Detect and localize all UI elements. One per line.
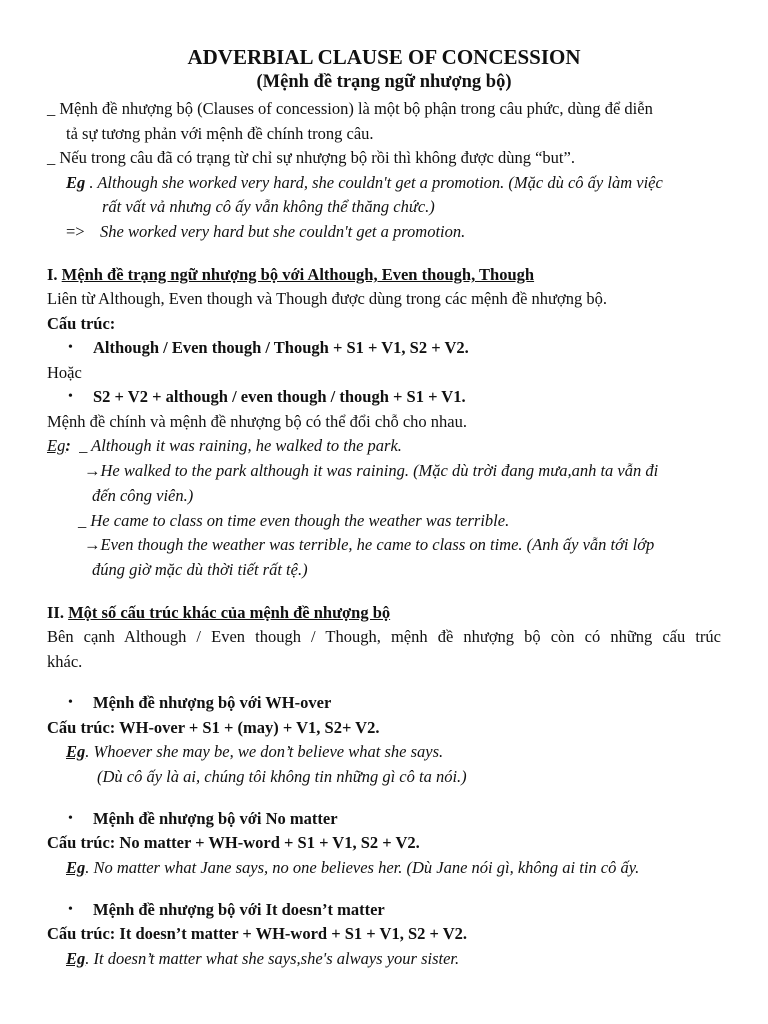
- section-1-example-2-arrow-line-1: →Even though the weather was terrible, he came to class on time. (Anh ấy vẫn tới lớp: [84, 535, 655, 554]
- intro-paragraph-1-line-2: tả sự tương phản với mệnh đề chính trong câu.: [66, 124, 374, 143]
- section-1-or: Hoặc: [47, 363, 82, 382]
- document-subtitle: (Mệnh đề trạng ngữ nhượng bộ): [256, 72, 512, 92]
- wh-over-title: Mệnh đề nhượng bộ với WH-over: [93, 693, 332, 712]
- intro-result-sentence: She worked very hard but she couldn't get a promotion.: [100, 222, 466, 241]
- it-doesnt-matter-title: Mệnh đề nhượng bộ với It doesn’t matter: [93, 900, 385, 919]
- example-label: Eg: [66, 173, 86, 192]
- section-2-description-line-2: khác.: [47, 652, 83, 671]
- document-title: ADVERBIAL CLAUSE OF CONCESSION: [187, 45, 581, 69]
- intro-result-arrow: =>: [66, 222, 85, 241]
- section-1-description: Liên từ Although, Even though và Though được dùng trong các mệnh đề nhượng bộ.: [47, 289, 607, 308]
- no-matter-title: Mệnh đề nhượng bộ với No matter: [93, 809, 338, 828]
- section-1-example-1-arrow-line-1: →He walked to the park although it was raining. (Mặc dù trời đang mưa,anh ta vẫn đi: [84, 461, 659, 480]
- section-1-example-2: _ He came to class on time even though the weather was terrible.: [78, 511, 510, 530]
- it-doesnt-matter-structure: Cấu trúc: It doesn’t matter + WH-word + S1 + V1, S2 + V2.: [47, 924, 468, 943]
- section-2-numeral: II.: [47, 603, 64, 622]
- bullet-icon: •: [68, 340, 73, 355]
- section-1-heading-text: Mệnh đề trạng ngữ nhượng bộ với Although, Even though, Though: [61, 265, 535, 284]
- wh-over-example: [66, 742, 443, 762]
- wh-over-structure: Cấu trúc: WH-over + S1 + (may) + V1, S2+ V2.: [47, 718, 380, 737]
- section-1-formula-2: S2 + V2 + although / even though / though + S1 + V1.: [93, 387, 466, 406]
- section-1-formula-1: Although / Even though / Though + S1 + V1, S2 + V2.: [93, 338, 469, 357]
- section-1-structure-label: Cấu trúc:: [47, 314, 116, 333]
- it-doesnt-matter-example: [66, 949, 459, 969]
- it-doesnt-matter-example-text: . It doesn’t matter what she says,she's always your sister.: [85, 949, 460, 968]
- section-1-example-2-arrow-line-2: đúng giờ mặc dù thời tiết rất tệ.): [92, 560, 308, 579]
- intro-example-text: . Although she worked very hard, she couldn't get a promotion. (Mặc dù cô ấy làm việc: [85, 173, 663, 192]
- example-label: Eg: [66, 949, 86, 968]
- intro-example-line-1: [66, 173, 663, 193]
- intro-example-line-2: rất vất vả nhưng cô ấy vẫn không thể thăng chức.): [102, 197, 435, 216]
- no-matter-structure: Cấu trúc: No matter + WH-word + S1 + V1, S2 + V2.: [47, 833, 420, 852]
- wh-over-translation: (Dù cô ấy là ai, chúng tôi không tin những gì cô ta nói.): [97, 767, 467, 786]
- example-label: Eg: [47, 436, 66, 455]
- section-1-example-1-arrow-line-2: đến công viên.): [92, 486, 194, 505]
- bullet-icon: •: [68, 902, 73, 917]
- bullet-icon: •: [68, 389, 73, 404]
- section-2-description-line-1: Bên cạnh Although / Even though / Though, mệnh đề nhượng bộ còn có những cấu trúc: [47, 627, 721, 646]
- example-colon: :: [65, 436, 71, 455]
- intro-paragraph-1-line-1: _ Mệnh đề nhượng bộ (Clauses of concession) là một bộ phận trong câu phức, dùng để diễn: [47, 99, 653, 118]
- no-matter-example: [66, 858, 639, 878]
- section-1-note: Mệnh đề chính và mệnh đề nhượng bộ có thể đổi chỗ cho nhau.: [47, 412, 467, 431]
- example-label: Eg: [66, 858, 86, 877]
- no-matter-example-text: . No matter what Jane says, no one believes her. (Dù Jane nói gì, không ai tin cô ấy.: [85, 858, 640, 877]
- section-1-numeral: I.: [47, 265, 58, 284]
- example-label: Eg: [66, 742, 86, 761]
- bullet-icon: •: [68, 811, 73, 826]
- section-2-heading-text: Một số cấu trúc khác của mệnh đề nhượng bộ: [68, 603, 391, 622]
- bullet-icon: •: [68, 695, 73, 710]
- intro-paragraph-2: _ Nếu trong câu đã có trạng từ chỉ sự nhượng bộ rồi thì không được dùng “but”.: [47, 148, 575, 167]
- wh-over-example-text: . Whoever she may be, we don’t believe what she says.: [85, 742, 444, 761]
- section-1-example-1: [47, 436, 402, 456]
- section-1-heading: [47, 265, 534, 285]
- section-1-example-1-text: _ Although it was raining, he walked to the park.: [79, 436, 402, 455]
- section-2-heading: [47, 603, 390, 623]
